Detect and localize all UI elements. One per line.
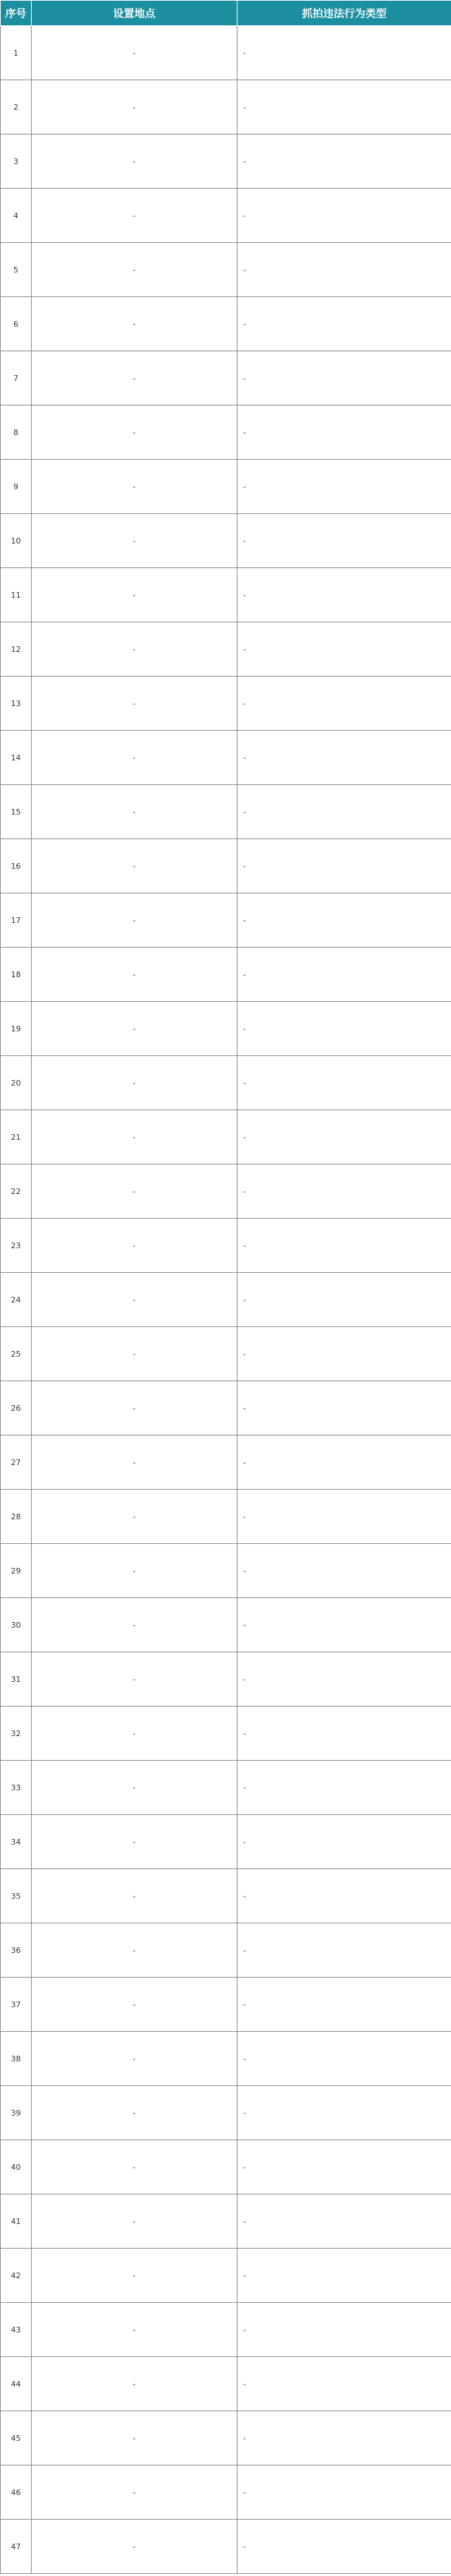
row-number: 8 xyxy=(1,406,32,460)
table-row xyxy=(1,1327,451,1381)
table-row xyxy=(1,1652,451,1707)
table-row xyxy=(1,514,451,568)
row-violation-type: - xyxy=(237,893,451,948)
row-violation-type: - xyxy=(237,1327,451,1381)
row-number: 11 xyxy=(1,568,32,622)
row-violation-type: - xyxy=(237,1490,451,1544)
table-row xyxy=(1,1923,451,1978)
row-violation-type: - xyxy=(237,2357,451,2411)
row-violation-type: - xyxy=(237,1002,451,1056)
row-violation-type: - xyxy=(237,622,451,677)
table-row xyxy=(1,2140,451,2194)
table-row xyxy=(1,948,451,1002)
row-number: 9 xyxy=(1,460,32,514)
table-row xyxy=(1,2357,451,2411)
row-number: 20 xyxy=(1,1056,32,1110)
table-row xyxy=(1,460,451,514)
row-location: - xyxy=(32,189,237,243)
row-violation-type: - xyxy=(237,2194,451,2249)
row-violation-type: - xyxy=(237,2140,451,2194)
row-location: - xyxy=(32,1652,237,1707)
table-row xyxy=(1,1002,451,1056)
row-number: 39 xyxy=(1,2086,32,2140)
table-row xyxy=(1,351,451,406)
row-violation-type: - xyxy=(237,785,451,839)
row-number: 30 xyxy=(1,1598,32,1652)
row-violation-type: - xyxy=(237,1544,451,1598)
table-row xyxy=(1,2411,451,2465)
row-violation-type: - xyxy=(237,731,451,785)
row-violation-type: - xyxy=(237,1652,451,1707)
row-location: - xyxy=(32,2140,237,2194)
row-violation-type: - xyxy=(237,1815,451,1869)
row-location: - xyxy=(32,731,237,785)
row-location: - xyxy=(32,1381,237,1435)
table-row xyxy=(1,1435,451,1490)
row-location: - xyxy=(32,1327,237,1381)
row-violation-type: - xyxy=(237,1381,451,1435)
row-violation-type: - xyxy=(237,948,451,1002)
table-row xyxy=(1,1056,451,1110)
row-location: - xyxy=(32,2357,237,2411)
row-location: - xyxy=(32,1815,237,1869)
row-violation-type: - xyxy=(237,839,451,893)
row-number: 42 xyxy=(1,2249,32,2303)
row-violation-type: - xyxy=(237,1435,451,1490)
row-violation-type: - xyxy=(237,243,451,297)
row-location: - xyxy=(32,1978,237,2032)
table-row xyxy=(1,189,451,243)
row-location: - xyxy=(32,2411,237,2465)
row-number: 12 xyxy=(1,622,32,677)
row-number: 7 xyxy=(1,351,32,406)
row-violation-type: - xyxy=(237,1110,451,1164)
row-violation-type: - xyxy=(237,189,451,243)
row-location: - xyxy=(32,893,237,948)
row-violation-type: - xyxy=(237,1056,451,1110)
table-row xyxy=(1,1381,451,1435)
row-location: - xyxy=(32,1707,237,1761)
row-location: - xyxy=(32,839,237,893)
row-violation-type: - xyxy=(237,1219,451,1273)
row-location: - xyxy=(32,1761,237,1815)
row-location: - xyxy=(32,1164,237,1219)
table-row xyxy=(1,2194,451,2249)
header-number: 序号 xyxy=(1,1,32,26)
row-violation-type: - xyxy=(237,1923,451,1978)
row-violation-type: - xyxy=(237,1761,451,1815)
row-location: - xyxy=(32,297,237,351)
row-number: 15 xyxy=(1,785,32,839)
row-number: 6 xyxy=(1,297,32,351)
row-violation-type: - xyxy=(237,2032,451,2086)
row-location: - xyxy=(32,351,237,406)
row-location: - xyxy=(32,406,237,460)
row-location: - xyxy=(32,2032,237,2086)
row-location: - xyxy=(32,243,237,297)
row-violation-type: - xyxy=(237,1273,451,1327)
row-number: 18 xyxy=(1,948,32,1002)
row-location: - xyxy=(32,1435,237,1490)
row-violation-type: - xyxy=(237,1978,451,2032)
table-row xyxy=(1,1219,451,1273)
row-number: 40 xyxy=(1,2140,32,2194)
table-header xyxy=(1,1,451,26)
row-number: 32 xyxy=(1,1707,32,1761)
table-row xyxy=(1,1164,451,1219)
row-number: 47 xyxy=(1,2520,32,2574)
row-number: 24 xyxy=(1,1273,32,1327)
table-row xyxy=(1,1544,451,1598)
table-row xyxy=(1,2086,451,2140)
row-location: - xyxy=(32,948,237,1002)
row-number: 2 xyxy=(1,80,32,134)
row-violation-type: - xyxy=(237,1598,451,1652)
row-number: 22 xyxy=(1,1164,32,1219)
row-number: 23 xyxy=(1,1219,32,1273)
row-location: - xyxy=(32,1219,237,1273)
row-location: - xyxy=(32,1869,237,1923)
row-number: 28 xyxy=(1,1490,32,1544)
row-number: 21 xyxy=(1,1110,32,1164)
row-location: - xyxy=(32,1110,237,1164)
row-number: 41 xyxy=(1,2194,32,2249)
table-row xyxy=(1,1815,451,1869)
row-number: 10 xyxy=(1,514,32,568)
row-location: - xyxy=(32,26,237,80)
table-row xyxy=(1,677,451,731)
table-row xyxy=(1,134,451,189)
row-location: - xyxy=(32,2520,237,2574)
row-number: 19 xyxy=(1,1002,32,1056)
table-row xyxy=(1,406,451,460)
row-location: - xyxy=(32,1490,237,1544)
row-violation-type: - xyxy=(237,2086,451,2140)
table-body xyxy=(1,26,451,2574)
row-number: 1 xyxy=(1,26,32,80)
table-row xyxy=(1,243,451,297)
row-violation-type: - xyxy=(237,1707,451,1761)
row-number: 27 xyxy=(1,1435,32,1490)
row-location: - xyxy=(32,460,237,514)
row-number: 45 xyxy=(1,2411,32,2465)
table-row xyxy=(1,297,451,351)
row-location: - xyxy=(32,2303,237,2357)
row-violation-type: - xyxy=(237,26,451,80)
table-row xyxy=(1,731,451,785)
row-number: 38 xyxy=(1,2032,32,2086)
row-number: 4 xyxy=(1,189,32,243)
row-location: - xyxy=(32,2249,237,2303)
header-location: 设置地点 xyxy=(32,1,237,26)
row-location: - xyxy=(32,1002,237,1056)
row-violation-type: - xyxy=(237,351,451,406)
table-row xyxy=(1,1490,451,1544)
row-number: 25 xyxy=(1,1327,32,1381)
row-number: 13 xyxy=(1,677,32,731)
header-row xyxy=(1,1,451,26)
row-violation-type: - xyxy=(237,2411,451,2465)
row-violation-type: - xyxy=(237,1164,451,1219)
table-row xyxy=(1,1869,451,1923)
row-number: 29 xyxy=(1,1544,32,1598)
table-row xyxy=(1,80,451,134)
row-number: 3 xyxy=(1,134,32,189)
table-row xyxy=(1,1273,451,1327)
table-row xyxy=(1,2303,451,2357)
row-number: 16 xyxy=(1,839,32,893)
row-number: 34 xyxy=(1,1815,32,1869)
row-location: - xyxy=(32,568,237,622)
row-location: - xyxy=(32,514,237,568)
row-location: - xyxy=(32,80,237,134)
row-location: - xyxy=(32,622,237,677)
row-number: 44 xyxy=(1,2357,32,2411)
row-violation-type: - xyxy=(237,406,451,460)
row-number: 26 xyxy=(1,1381,32,1435)
row-violation-type: - xyxy=(237,460,451,514)
row-number: 37 xyxy=(1,1978,32,2032)
header-violation-type: 抓拍违法行为类型 xyxy=(237,1,451,26)
row-number: 36 xyxy=(1,1923,32,1978)
row-number: 17 xyxy=(1,893,32,948)
row-location: - xyxy=(32,2194,237,2249)
table-row xyxy=(1,2465,451,2520)
row-number: 33 xyxy=(1,1761,32,1815)
row-violation-type: - xyxy=(237,134,451,189)
row-violation-type: - xyxy=(237,514,451,568)
table-row xyxy=(1,1598,451,1652)
table-row xyxy=(1,785,451,839)
row-number: 35 xyxy=(1,1869,32,1923)
table-row xyxy=(1,1707,451,1761)
row-location: - xyxy=(32,1923,237,1978)
row-violation-type: - xyxy=(237,2249,451,2303)
row-number: 31 xyxy=(1,1652,32,1707)
table-row xyxy=(1,1978,451,2032)
row-location: - xyxy=(32,2465,237,2520)
row-number: 43 xyxy=(1,2303,32,2357)
row-location: - xyxy=(32,134,237,189)
table-row xyxy=(1,26,451,80)
row-number: 5 xyxy=(1,243,32,297)
row-violation-type: - xyxy=(237,297,451,351)
row-location: - xyxy=(32,677,237,731)
table-row xyxy=(1,1110,451,1164)
row-number: 46 xyxy=(1,2465,32,2520)
row-violation-type: - xyxy=(237,2465,451,2520)
row-location: - xyxy=(32,1273,237,1327)
row-location: - xyxy=(32,785,237,839)
table-row xyxy=(1,2249,451,2303)
row-violation-type: - xyxy=(237,80,451,134)
row-location: - xyxy=(32,2086,237,2140)
row-number: 14 xyxy=(1,731,32,785)
table-row xyxy=(1,2520,451,2574)
table-row xyxy=(1,568,451,622)
row-violation-type: - xyxy=(237,568,451,622)
table-row xyxy=(1,893,451,948)
table-row xyxy=(1,622,451,677)
row-location: - xyxy=(32,1056,237,1110)
row-location: - xyxy=(32,1544,237,1598)
row-violation-type: - xyxy=(237,2520,451,2574)
table-row xyxy=(1,2032,451,2086)
row-violation-type: - xyxy=(237,1869,451,1923)
row-violation-type: - xyxy=(237,677,451,731)
row-violation-type: - xyxy=(237,2303,451,2357)
row-location: - xyxy=(32,1598,237,1652)
table-row xyxy=(1,839,451,893)
table-row xyxy=(1,1761,451,1815)
